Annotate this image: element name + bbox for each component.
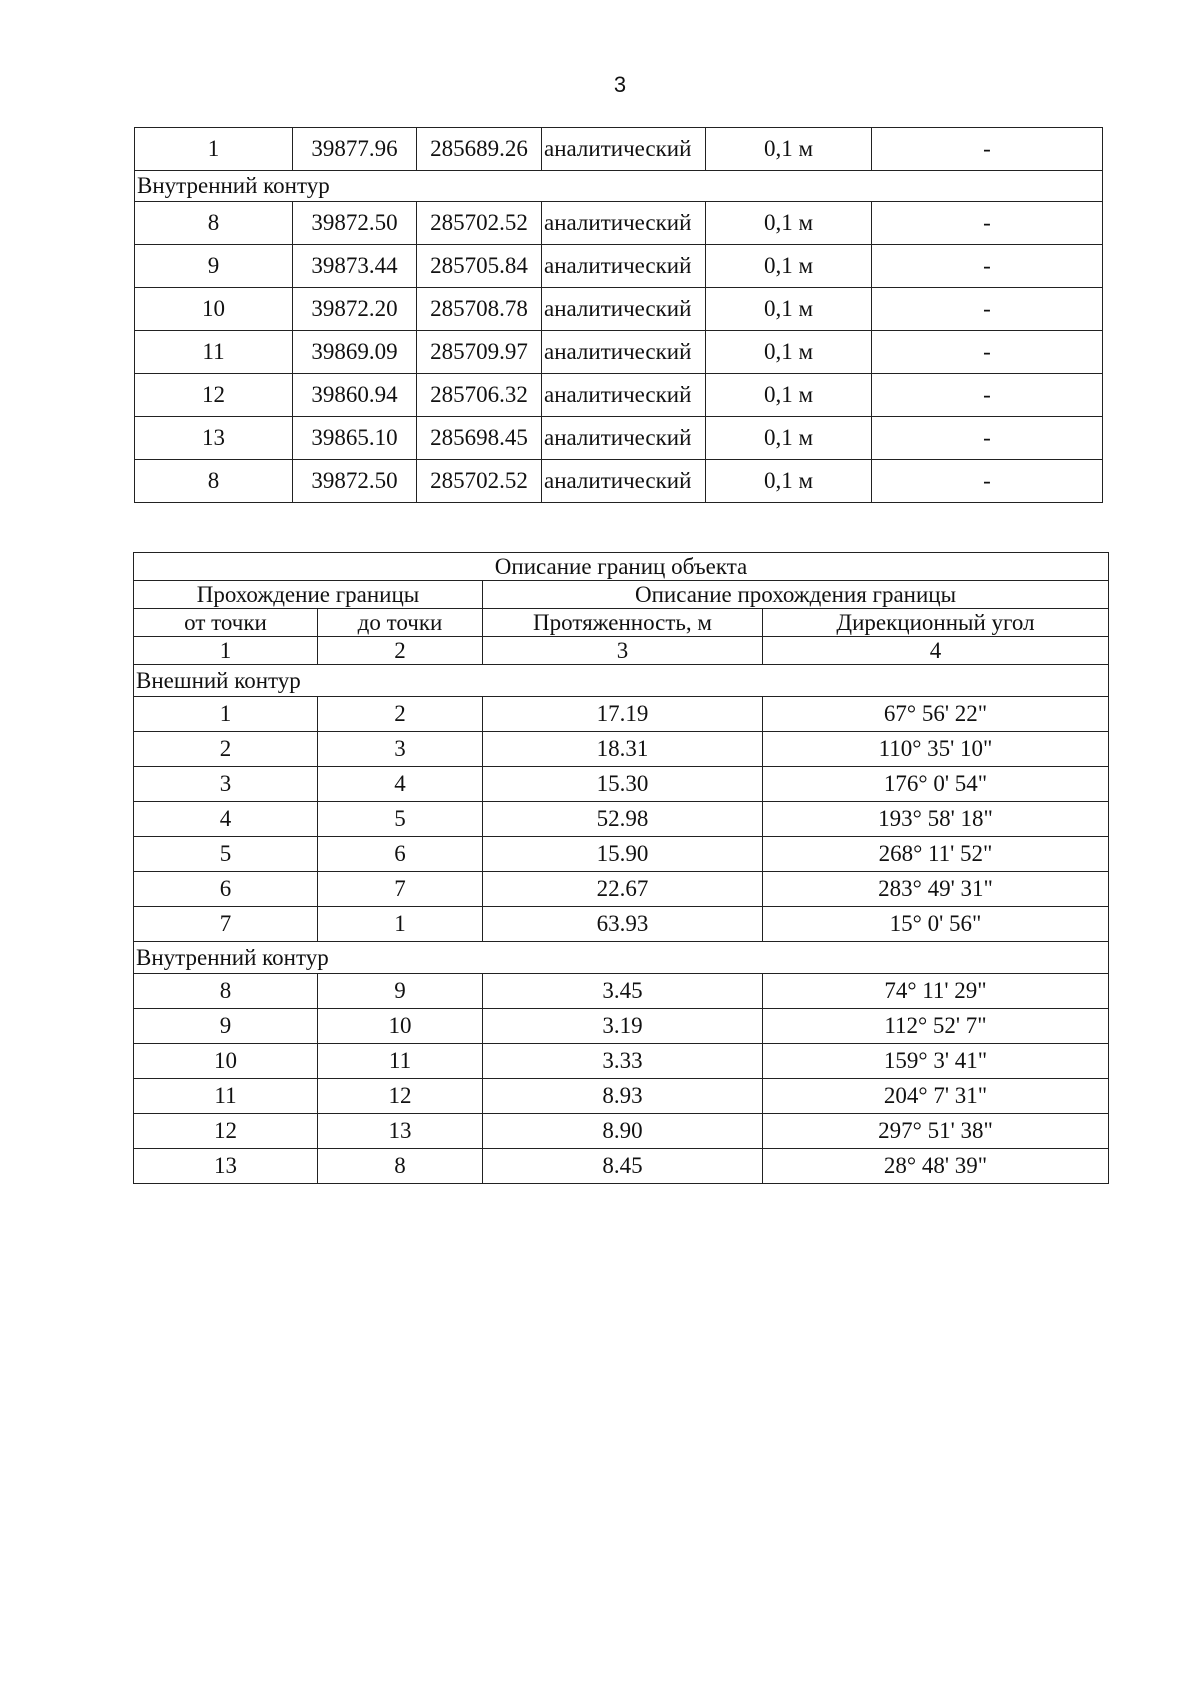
page-number: 3 xyxy=(613,72,627,97)
coordinate-y: 285702.52 xyxy=(417,460,542,503)
from-point: 3 xyxy=(134,767,318,802)
table-row xyxy=(134,872,1109,907)
determination-method: аналитический xyxy=(542,245,706,288)
determination-method: аналитический xyxy=(542,331,706,374)
point-description: - xyxy=(872,245,1103,288)
table-row xyxy=(135,460,1103,503)
header-length: Протяженность, м xyxy=(483,609,763,637)
direction-angle: 74° 11' 29" xyxy=(763,974,1109,1009)
segment-length: 3.19 xyxy=(483,1009,763,1044)
accuracy: 0,1 м xyxy=(706,331,872,374)
from-point: 7 xyxy=(134,907,318,942)
section-row xyxy=(134,665,1109,697)
accuracy: 0,1 м xyxy=(706,128,872,171)
coordinate-x: 39872.20 xyxy=(293,288,417,331)
accuracy: 0,1 м xyxy=(706,374,872,417)
table-row xyxy=(135,128,1103,171)
table-row xyxy=(134,1009,1109,1044)
section-label: Внешний контур xyxy=(134,665,1109,697)
direction-angle: 15° 0' 56" xyxy=(763,907,1109,942)
coordinate-y: 285708.78 xyxy=(417,288,542,331)
to-point: 7 xyxy=(318,872,483,907)
direction-angle: 204° 7' 31" xyxy=(763,1079,1109,1114)
point-number: 13 xyxy=(135,417,293,460)
segment-length: 3.45 xyxy=(483,974,763,1009)
point-number: 12 xyxy=(135,374,293,417)
to-point: 13 xyxy=(318,1114,483,1149)
direction-angle: 28° 48' 39" xyxy=(763,1149,1109,1184)
from-point: 2 xyxy=(134,732,318,767)
header-to-point: до точки xyxy=(318,609,483,637)
direction-angle: 193° 58' 18" xyxy=(763,802,1109,837)
segment-length: 15.30 xyxy=(483,767,763,802)
point-number: 11 xyxy=(135,331,293,374)
coordinate-y: 285689.26 xyxy=(417,128,542,171)
table-row xyxy=(135,374,1103,417)
header-direction-angle: Дирекционный угол xyxy=(763,609,1109,637)
direction-angle: 67° 56' 22" xyxy=(763,697,1109,732)
point-number: 9 xyxy=(135,245,293,288)
segment-length: 18.31 xyxy=(483,732,763,767)
table-row xyxy=(134,1149,1109,1184)
segment-length: 15.90 xyxy=(483,837,763,872)
table-row xyxy=(134,1079,1109,1114)
column-number: 4 xyxy=(763,637,1109,665)
segment-length: 52.98 xyxy=(483,802,763,837)
to-point: 9 xyxy=(318,974,483,1009)
point-description: - xyxy=(872,331,1103,374)
coordinate-x: 39872.50 xyxy=(293,460,417,503)
from-point: 11 xyxy=(134,1079,318,1114)
determination-method: аналитический xyxy=(542,460,706,503)
point-description: - xyxy=(872,128,1103,171)
point-number: 10 xyxy=(135,288,293,331)
determination-method: аналитический xyxy=(542,288,706,331)
determination-method: аналитический xyxy=(542,417,706,460)
segment-length: 22.67 xyxy=(483,872,763,907)
table-row xyxy=(134,767,1109,802)
coordinate-x: 39860.94 xyxy=(293,374,417,417)
from-point: 5 xyxy=(134,837,318,872)
determination-method: аналитический xyxy=(542,202,706,245)
accuracy: 0,1 м xyxy=(706,202,872,245)
table-title: Описание границ объекта xyxy=(134,553,1109,581)
from-point: 13 xyxy=(134,1149,318,1184)
point-description: - xyxy=(872,374,1103,417)
coordinate-y: 285706.32 xyxy=(417,374,542,417)
point-description: - xyxy=(872,460,1103,503)
segment-length: 3.33 xyxy=(483,1044,763,1079)
table-row xyxy=(135,245,1103,288)
header-from-point: от точки xyxy=(134,609,318,637)
segment-length: 63.93 xyxy=(483,907,763,942)
table-row xyxy=(134,1044,1109,1079)
table-row xyxy=(134,1114,1109,1149)
segment-length: 8.90 xyxy=(483,1114,763,1149)
section-row xyxy=(134,942,1109,974)
point-description: - xyxy=(872,417,1103,460)
coordinate-x: 39865.10 xyxy=(293,417,417,460)
direction-angle: 159° 3' 41" xyxy=(763,1044,1109,1079)
to-point: 4 xyxy=(318,767,483,802)
coordinate-x: 39872.50 xyxy=(293,202,417,245)
from-point: 8 xyxy=(134,974,318,1009)
determination-method: аналитический xyxy=(542,374,706,417)
point-number: 8 xyxy=(135,460,293,503)
column-header-row xyxy=(134,609,1109,637)
table-row xyxy=(134,974,1109,1009)
point-description: - xyxy=(872,202,1103,245)
accuracy: 0,1 м xyxy=(706,288,872,331)
group-header-description: Описание прохождения границы xyxy=(483,581,1109,609)
from-point: 12 xyxy=(134,1114,318,1149)
group-header-passage: Прохождение границы xyxy=(134,581,483,609)
coordinate-y: 285709.97 xyxy=(417,331,542,374)
segment-length: 8.93 xyxy=(483,1079,763,1114)
from-point: 1 xyxy=(134,697,318,732)
segment-length: 8.45 xyxy=(483,1149,763,1184)
from-point: 10 xyxy=(134,1044,318,1079)
segment-length: 17.19 xyxy=(483,697,763,732)
boundary-description-table xyxy=(133,552,1109,1184)
table-row xyxy=(135,288,1103,331)
section-label: Внутренний контур xyxy=(134,942,1109,974)
to-point: 2 xyxy=(318,697,483,732)
table-row xyxy=(135,202,1103,245)
from-point: 9 xyxy=(134,1009,318,1044)
direction-angle: 297° 51' 38" xyxy=(763,1114,1109,1149)
column-number: 3 xyxy=(483,637,763,665)
to-point: 12 xyxy=(318,1079,483,1114)
from-point: 6 xyxy=(134,872,318,907)
section-row xyxy=(135,171,1103,202)
coordinate-x: 39869.09 xyxy=(293,331,417,374)
from-point: 4 xyxy=(134,802,318,837)
accuracy: 0,1 м xyxy=(706,460,872,503)
table-row xyxy=(134,907,1109,942)
point-number: 8 xyxy=(135,202,293,245)
to-point: 3 xyxy=(318,732,483,767)
group-header-row xyxy=(134,581,1109,609)
table-row xyxy=(135,417,1103,460)
direction-angle: 112° 52' 7" xyxy=(763,1009,1109,1044)
table-row xyxy=(134,802,1109,837)
coordinate-y: 285702.52 xyxy=(417,202,542,245)
to-point: 6 xyxy=(318,837,483,872)
coordinate-x: 39873.44 xyxy=(293,245,417,288)
direction-angle: 176° 0' 54" xyxy=(763,767,1109,802)
to-point: 5 xyxy=(318,802,483,837)
point-number: 1 xyxy=(135,128,293,171)
to-point: 1 xyxy=(318,907,483,942)
table-row xyxy=(135,331,1103,374)
column-number-row xyxy=(134,637,1109,665)
table-row xyxy=(134,697,1109,732)
to-point: 11 xyxy=(318,1044,483,1079)
coordinates-table xyxy=(134,127,1103,503)
accuracy: 0,1 м xyxy=(706,417,872,460)
table-title-row xyxy=(134,553,1109,581)
column-number: 2 xyxy=(318,637,483,665)
point-description: - xyxy=(872,288,1103,331)
coordinate-y: 285698.45 xyxy=(417,417,542,460)
direction-angle: 110° 35' 10" xyxy=(763,732,1109,767)
section-label: Внутренний контур xyxy=(135,171,1103,202)
to-point: 8 xyxy=(318,1149,483,1184)
table-row xyxy=(134,837,1109,872)
direction-angle: 268° 11' 52" xyxy=(763,837,1109,872)
accuracy: 0,1 м xyxy=(706,245,872,288)
to-point: 10 xyxy=(318,1009,483,1044)
direction-angle: 283° 49' 31" xyxy=(763,872,1109,907)
table-row xyxy=(134,732,1109,767)
column-number: 1 xyxy=(134,637,318,665)
coordinate-x: 39877.96 xyxy=(293,128,417,171)
determination-method: аналитический xyxy=(542,128,706,171)
coordinate-y: 285705.84 xyxy=(417,245,542,288)
